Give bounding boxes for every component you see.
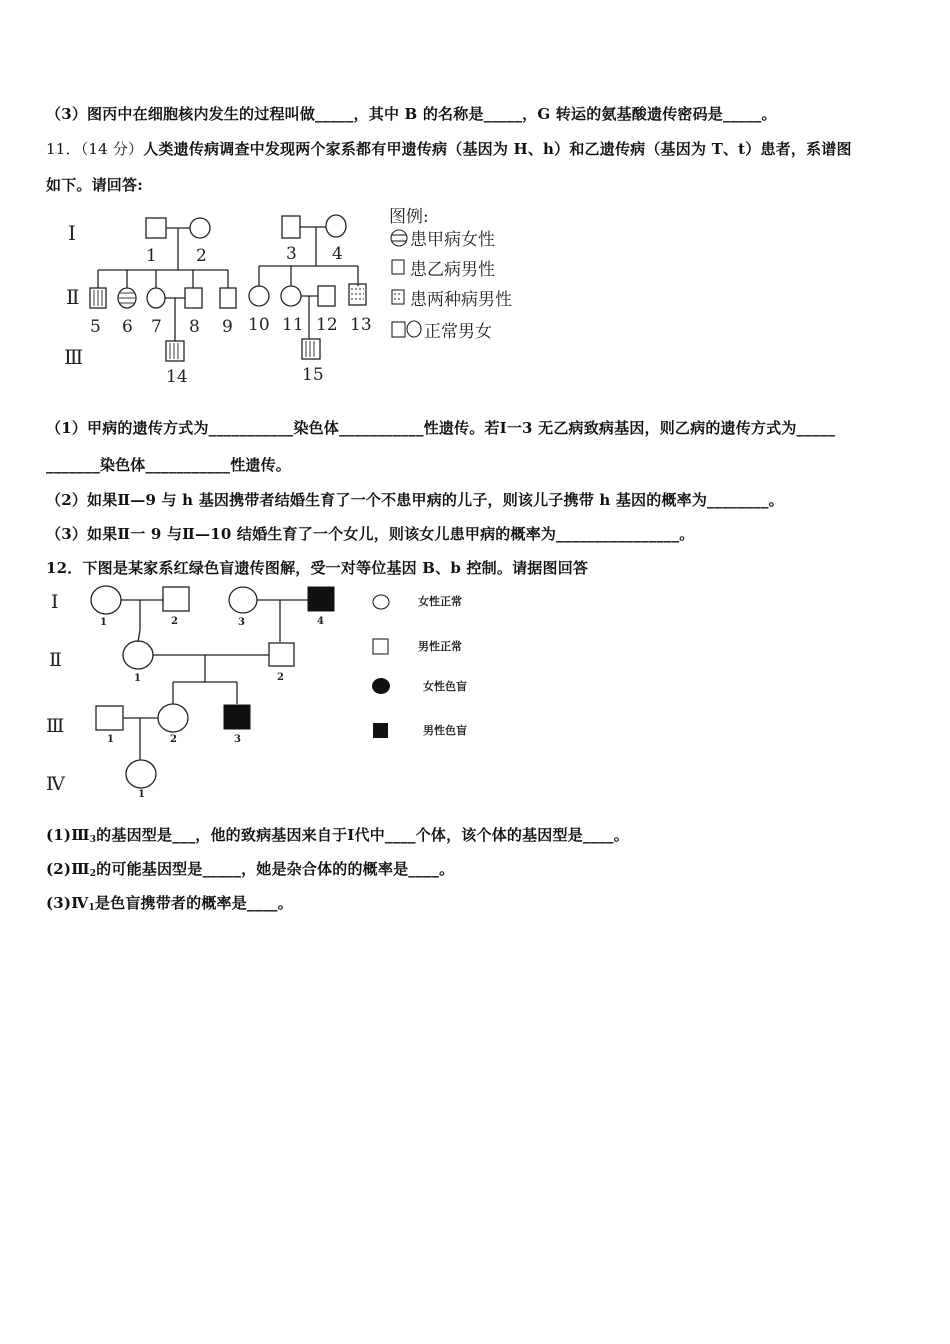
q11-II-11-female	[281, 286, 301, 306]
q11-num-11: 11	[282, 315, 304, 335]
q11-score: （14 分）	[80, 140, 144, 158]
q12-legend-3: 女性色盲	[423, 680, 467, 693]
q11-num-1: 1	[146, 246, 157, 266]
q11-II-9-male	[220, 288, 236, 308]
q12-I-4-affected-male	[308, 587, 334, 611]
q12-sub3: $(3)Ⅳ_1$是色盲携带者的概率是____。	[46, 894, 293, 913]
q11-num-10: 10	[248, 315, 270, 335]
q12-III-num-2: 2	[170, 734, 177, 745]
q12-II-num-1: 1	[134, 673, 141, 684]
q11-num-13: 13	[350, 315, 372, 335]
q11-gen-III: Ⅲ	[64, 345, 84, 369]
q12-gen-III: Ⅲ	[46, 715, 65, 737]
q12-gen-II: Ⅱ	[49, 649, 62, 671]
pedigree-figure-q11	[46, 198, 606, 398]
q11-sub1: （1）甲病的遗传方式为___________染色体___________性遗传。若Ⅰ一3 无乙病致病基因，则乙病的遗传方式为_____	[46, 419, 836, 437]
q11-I-4-female	[326, 215, 346, 237]
q12-II-1-female	[123, 641, 153, 669]
q11-II-12-male	[318, 286, 335, 306]
q11-num-14: 14	[166, 367, 188, 387]
q11-legend-normal-female-icon	[407, 321, 421, 337]
q12-legend-normal-female-icon	[373, 595, 389, 609]
q11-gen-I: Ⅰ	[68, 221, 76, 245]
q11-III-14-male	[166, 341, 184, 361]
q11-legend-1: 患甲病女性	[410, 230, 495, 250]
q11-sub3: （3）如果Ⅱ一 9 与Ⅱ—10 结婚生育了一个女儿，则该女儿患甲病的概率为________________。	[46, 525, 695, 543]
q12-legend-4: 男性色盲	[423, 724, 467, 737]
q11-legend-yi-male-icon	[392, 260, 404, 274]
q11-I-2-female	[190, 218, 210, 238]
q12-sub2: $(2)Ⅲ_2$的可能基因型是_____，她是杂合体的的概率是____。	[46, 860, 455, 879]
q11-sub1-cont: _______染色体___________性遗传。	[46, 456, 292, 474]
q11-num-5: 5	[90, 317, 101, 337]
q12-I-3-female	[229, 587, 257, 613]
q11-legend-title: 图例:	[389, 207, 429, 227]
q12-III-num-1: 1	[107, 734, 114, 745]
q11-legend-affected-female-icon	[391, 230, 407, 246]
pedigree-figure-q12	[40, 582, 560, 807]
q11-II-8-male	[185, 288, 202, 308]
q12-II-num-2: 2	[277, 672, 284, 683]
q11-I-3-male	[282, 216, 300, 238]
q12-III-1-male	[96, 706, 123, 730]
q12-I-2-male	[163, 587, 189, 611]
q11-number: 11．	[46, 140, 81, 158]
q12-IV-num-1: 1	[138, 789, 145, 800]
q12-III-3-affected-male	[224, 705, 250, 729]
q11-num-9: 9	[222, 317, 233, 337]
q12-legend-2: 男性正常	[418, 640, 462, 653]
q12-sub1: $(1)Ⅲ_3$的基因型是___，他的致病基因来自于Ⅰ代中____个体，该个体的基因型是____。	[46, 826, 629, 845]
q11-num-2: 2	[196, 246, 207, 266]
q12-III-2-female	[158, 704, 188, 732]
q12-gen-IV: Ⅳ	[46, 773, 65, 795]
q12-I-num-4: 4	[317, 616, 324, 627]
q11-num-4: 4	[332, 244, 343, 264]
q12-II-2-male	[269, 643, 294, 666]
q12-I-num-2: 2	[171, 616, 178, 627]
q11-legend-normal-male-icon	[392, 322, 405, 337]
q11-num-15: 15	[302, 365, 324, 385]
q12-legend-normal-male-icon	[373, 639, 388, 654]
q12-legend-affected-male-icon	[373, 723, 388, 738]
q11-III-15-male	[302, 339, 320, 359]
q11-num-12: 12	[316, 315, 338, 335]
q11-stem-cont: 如下。请回答:	[46, 176, 143, 194]
q12-legend-1: 女性正常	[418, 595, 462, 608]
q12-III-num-3: 3	[234, 734, 241, 745]
q11-num-3: 3	[286, 244, 297, 264]
q11-II-10-female	[249, 286, 269, 306]
q11-legend-2: 患乙病男性	[410, 260, 495, 280]
q11-num-7: 7	[151, 317, 162, 337]
q12-I-num-3: 3	[238, 617, 245, 628]
q11-stem: 11．（14 分）人类遗传病调查中发现两个家系都有甲遗传病（基因为 H、h）和乙遗传病（基因为 T、t）患者，系谱图	[46, 140, 852, 158]
q11-gen-II: Ⅱ	[66, 285, 80, 309]
q11-legend-3: 患两种病男性	[410, 290, 512, 310]
q12-legend-affected-female-icon	[372, 678, 390, 694]
q11-legend-4: 正常男女	[424, 322, 492, 342]
q11-II-13-male	[349, 284, 366, 305]
q12-IV-1-female	[126, 760, 156, 788]
q10-part3: （3）图丙中在细胞核内发生的过程叫做_____，其中 B 的名称是_____，G 转运的氨基酸遗传密码是_____。	[46, 105, 777, 123]
q11-legend-both-male-icon	[392, 290, 404, 304]
q12-I-num-1: 1	[100, 617, 107, 628]
q11-num-8: 8	[189, 317, 200, 337]
q12-gen-I: Ⅰ	[51, 591, 59, 613]
q12-I-1-female	[91, 586, 121, 614]
q12-stem: 12．下图是某家系红绿色盲遗传图解，受一对等位基因 B、b 控制。请据图回答	[46, 559, 589, 577]
q11-I-1-male	[146, 218, 166, 238]
q11-num-6: 6	[122, 317, 133, 337]
q11-sub2: （2）如果Ⅱ—9 与 h 基因携带者结婚生育了一个不患甲病的儿子，则该儿子携带 h 基因的概率为________。	[46, 491, 784, 509]
q11-II-7-female	[147, 288, 165, 308]
